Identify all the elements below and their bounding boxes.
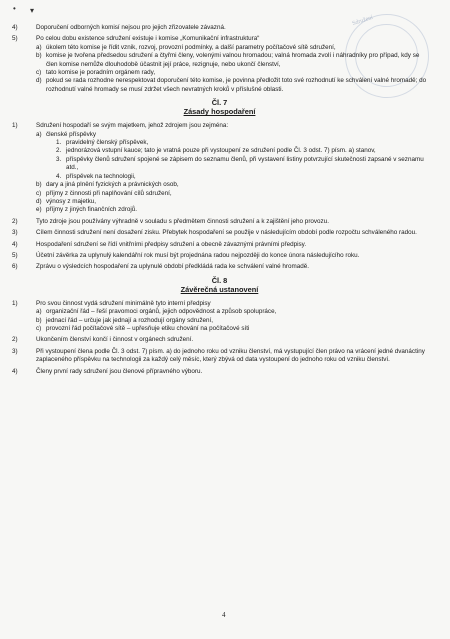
numbered-item — [12, 122, 427, 214]
sub-item-letter: c) — [36, 189, 42, 197]
sub-item — [36, 44, 427, 52]
top-items — [12, 24, 427, 94]
sub-item — [36, 190, 427, 198]
sub-sub-number: 1. — [56, 139, 62, 147]
item-text: Při vystoupení člena podle Čl. 3 odst. 7) písm. a) do jednoho roku od vzniku členství, má vystupující člen právo na vrácení jedné dvanáctiny zaplaceného příspěvku na technologii za každý celý měsíc, který zbývá od data vystoupení do jednoho roku od vzniku členství. — [36, 347, 425, 364]
sub-item-letter: a) — [36, 308, 42, 316]
sub-item-letter: c) — [36, 69, 42, 77]
sub-item — [36, 69, 427, 77]
item-text: Účetní závěrka za uplynulý kalendářní rok musí být projednána radou nejpozději do konce února následujícího roku. — [36, 251, 360, 259]
item-text: Doporučení odborných komisí nejsou pro jejich zřizovatele závazná. — [36, 24, 226, 31]
sub-item-letter: e) — [36, 206, 42, 214]
margin-mark: • — [13, 4, 16, 13]
sub-sub-text: pravidelný členský příspěvek, — [66, 139, 149, 147]
sub-item-text: tato komise je poradním orgánem rady, — [46, 69, 156, 77]
sub-sub-item — [56, 147, 427, 155]
item-number: 4) — [12, 367, 18, 375]
item-text: Pro svou činnost vydá sdružení minimálně tyto interní předpisy — [36, 299, 211, 307]
numbered-item — [12, 336, 427, 344]
item-number: 2) — [12, 217, 18, 225]
item-number: 4) — [12, 240, 18, 248]
section-7-items — [12, 122, 427, 272]
sub-item-body — [46, 308, 427, 316]
sub-item — [36, 317, 427, 325]
section-7-heading — [12, 98, 427, 116]
numbered-item — [12, 241, 427, 249]
sub-item-letter: a) — [36, 43, 42, 51]
section-8-label: Čl. 8 — [211, 275, 228, 285]
item-number: 5) — [12, 35, 18, 43]
sub-item-letter: a) — [36, 130, 42, 138]
sub-item-body — [46, 52, 427, 69]
sub-item-body — [46, 317, 427, 325]
item-body — [36, 35, 427, 94]
item-body — [36, 252, 427, 260]
margin-mark: ▾ — [30, 6, 35, 15]
sub-item-text: pokud se rada rozhodne nerespektovat doporučení této komise, je povinna předložit toto své rozhodnutí ke schválení valné hromadě; do rozhodnutí valné hromady se musí zdržet všech nevratných kroků v příslušné oblasti. — [46, 77, 427, 93]
sub-sub-item — [56, 156, 427, 173]
item-number: 4) — [12, 24, 18, 31]
sub-item-body — [46, 181, 427, 189]
sub-item-body — [46, 190, 427, 198]
sub-item-text: jednací řád – určuje jak jednají a rozhodují orgány sdružení, — [46, 316, 213, 324]
numbered-item — [12, 368, 427, 376]
sub-item-text: úkolem této komise je řídit vznik, rozvoj, provozní podmínky, a další parametry počítačové sítě sdružení, — [46, 43, 336, 51]
sub-item-body — [46, 206, 427, 214]
numbered-item — [12, 252, 427, 260]
sub-item — [36, 77, 427, 94]
numbered-item — [12, 229, 427, 237]
sub-item-letter: b) — [36, 316, 42, 324]
sub-item-text: příjmy z jiných finančních zdrojů. — [46, 206, 137, 214]
sub-item-letter: d) — [36, 197, 42, 205]
sub-item-body — [46, 77, 427, 94]
item-text: Po celou dobu existence sdružení existuje i komise „Komunikační infrastruktura“ — [36, 35, 260, 43]
sub-sub-text: příspěvek na technologii, — [66, 172, 136, 180]
sub-item-body — [46, 69, 427, 77]
sub-item-text: organizační řád – řeší pravomoci orgánů, jejich odpovědnost a způsob spolupráce, — [46, 308, 277, 316]
sub-item — [36, 131, 427, 181]
item-body — [36, 24, 427, 32]
sub-item-letter: b) — [36, 52, 42, 60]
item-body — [36, 263, 427, 271]
sub-sub-item — [56, 173, 427, 181]
sub-item — [36, 325, 427, 333]
sub-item-body — [46, 131, 427, 181]
item-body — [36, 348, 427, 365]
sub-item-body — [46, 44, 427, 52]
item-number: 6) — [12, 263, 18, 271]
stamp-lettering: Sdružení — [351, 14, 374, 28]
section-7-label: Čl. 7 — [211, 98, 228, 108]
sub-sub-number: 3. — [56, 155, 62, 163]
section-8-heading — [12, 276, 427, 294]
numbered-item — [12, 263, 427, 271]
item-text: Zprávu o výsledcích hospodaření za uplynulé období předkládá rada ke schválení valné hromadě. — [36, 263, 310, 271]
sub-item-body — [46, 325, 427, 333]
numbered-item — [12, 348, 427, 365]
sub-sub-text: příspěvky členů sdružení spojené se zápisem do seznamu členů, při vystavení listiny potvrzující skutečnosti zapsané v seznamu atd., — [66, 155, 424, 172]
item-body — [36, 218, 427, 226]
sub-sub-number: 2. — [56, 147, 62, 155]
sub-item-text: výnosy z majetku, — [46, 197, 97, 205]
item-number: 5) — [12, 251, 18, 259]
document-body — [12, 24, 427, 379]
item-body — [36, 241, 427, 249]
sub-item-letter: d) — [36, 77, 42, 85]
sub-item-text: členské příspěvky — [46, 130, 97, 138]
sub-item-text: příjmy z činnosti při naplňování cílů sdružení, — [46, 189, 172, 197]
numbered-item — [12, 218, 427, 226]
sub-item — [36, 206, 427, 214]
sub-item — [36, 52, 427, 69]
item-text: Ukončením členství končí i činnost v orgánech sdružení. — [36, 336, 194, 344]
section-8-items — [12, 300, 427, 376]
item-body — [36, 300, 427, 334]
section-8-title: Závěrečná ustanovení — [180, 284, 259, 294]
sub-item — [36, 308, 427, 316]
item-number: 3) — [12, 347, 18, 355]
item-number: 1) — [12, 122, 18, 130]
item-number: 2) — [12, 336, 18, 344]
sub-item-letter: c) — [36, 324, 42, 332]
sub-item-text: provozní řád počítačové sítě – upřesňuje etiku chování na počítačové síti — [46, 324, 250, 332]
item-text: Sdružení hospodaří se svým majetkem, jehož zdrojem jsou zejména: — [36, 122, 229, 130]
item-body — [36, 368, 427, 376]
item-body — [36, 229, 427, 237]
sub-item — [36, 181, 427, 189]
item-number: 1) — [12, 299, 18, 307]
section-7-title: Zásady hospodaření — [183, 107, 256, 117]
sub-sub-text: jednorázová vstupní kauce; tato je vratná pouze při vystoupení ze sdružení podle Čl. 3 odst. 7) písm. a) stanov, — [66, 147, 376, 155]
item-text: Tyto zdroje jsou používány výhradně v souladu s předmětem činnosti sdružení a k zajištění jeho provozu. — [36, 217, 329, 225]
numbered-item — [12, 35, 427, 94]
sub-item-letter: b) — [36, 181, 42, 189]
item-text: Cílem činnosti sdružení není dosažení zisku. Přebytek hospodaření se použije v následujícím období podle rozpočtu schváleného radou. — [36, 229, 417, 237]
sub-item-text: dary a jiná plnění fyzických a právnických osob, — [46, 181, 179, 189]
numbered-item — [12, 300, 427, 334]
item-body — [36, 336, 427, 344]
item-text: Hospodaření sdružení se řídí vnitřními předpisy sdružení a obecně závaznými právními předpisy. — [36, 240, 307, 248]
item-text: Členy první rady sdružení jsou členové přípravného výboru. — [36, 367, 203, 375]
item-body — [36, 122, 427, 214]
numbered-item — [12, 24, 427, 32]
page-number: 4 — [222, 611, 226, 619]
sub-item-text: komise je tvořena předsedou sdružení a čtyřmi členy, volenými valnou hromadou; valná hromada zvolí i náhradníky pro případ, kdy se člen komise nemůže dlouhodobě účastnit její práce, rezignuje, nebo ukončí členství, — [46, 52, 420, 68]
item-number: 3) — [12, 229, 18, 237]
sub-sub-number: 4. — [56, 172, 62, 180]
